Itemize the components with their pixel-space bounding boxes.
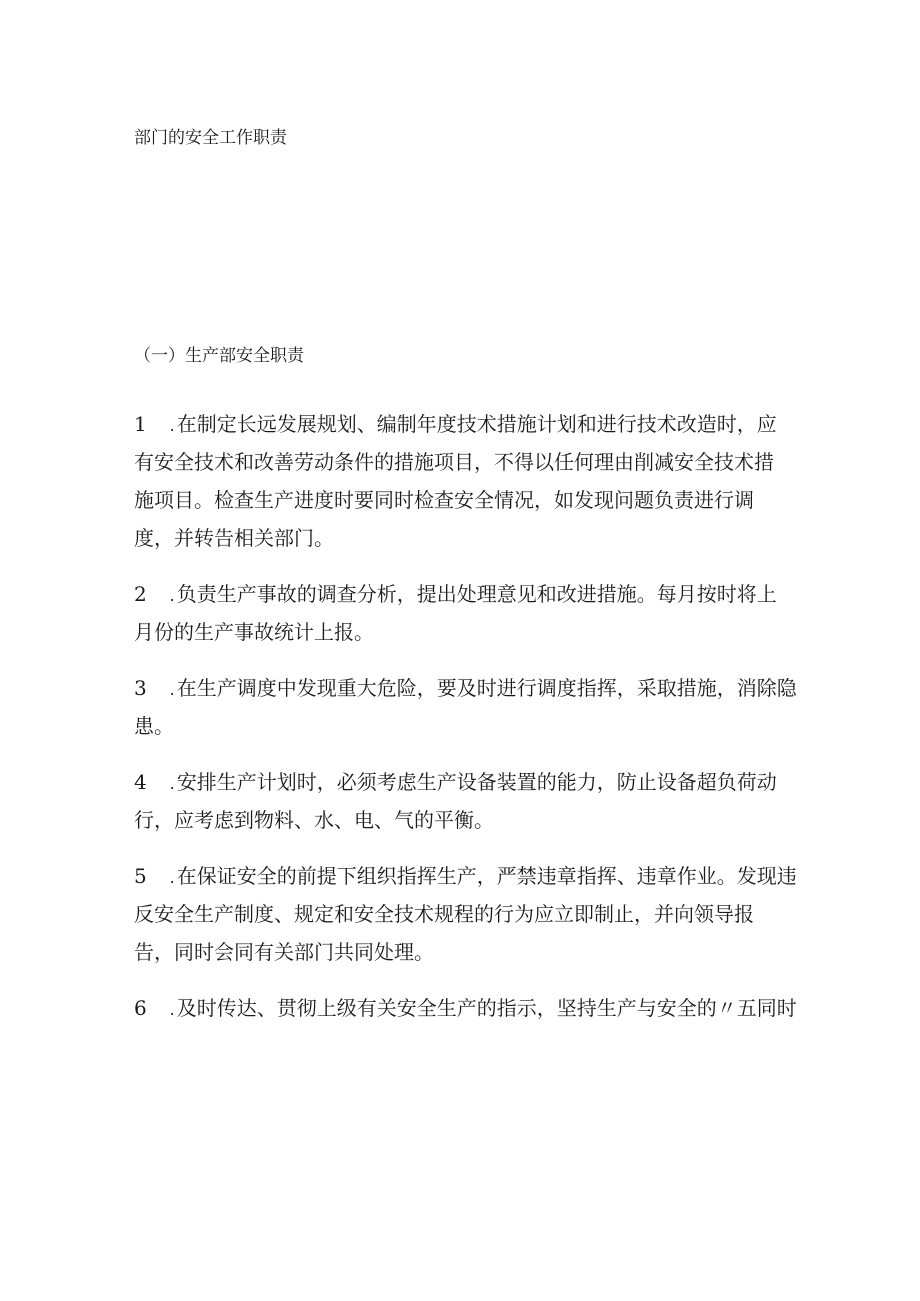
line-text: 患。 (134, 714, 174, 738)
paragraph-line (134, 519, 814, 557)
line-text: 有安全技术和改善劳动条件的措施项目，不得以任何理由削减安全技术措 (134, 450, 774, 474)
item-separator: . (169, 774, 175, 793)
line-text: 负责生产事故的调查分析，提出处理意见和改进措施。每月按时将上 (176, 582, 777, 606)
line-text: 在保证安全的前提下组织指挥生产，严禁违章指挥、违章作业。发现违 (176, 864, 797, 888)
paragraph-line (134, 707, 814, 745)
line-text: 施项目。检查生产进度时要同时检查安全情况，如发现问题负责进行调 (134, 488, 754, 512)
paragraph-line (134, 933, 814, 971)
item-separator: . (169, 416, 175, 435)
item-number: 5 (134, 864, 147, 888)
line-text: 行，应考虑到物料、水、电、气的平衡。 (134, 808, 494, 832)
paragraph-line (134, 613, 814, 651)
section-heading: （一）生产部安全职责 (134, 346, 304, 366)
paragraph-line (134, 989, 814, 1027)
line-text: 在制定长远发展规划、编制年度技术措施计划和进行技术改造时，应 (176, 412, 777, 436)
line-text: 告，同时会同有关部门共同处理。 (134, 940, 434, 964)
list-item (134, 405, 814, 557)
paragraph-line (134, 575, 814, 613)
list-item (134, 669, 814, 745)
item-separator: . (169, 868, 175, 887)
item-number: 2 (134, 582, 147, 606)
line-text: 反安全生产制度、规定和安全技术规程的行为应立即制止，并向领导报 (134, 902, 754, 926)
item-separator: . (169, 680, 175, 699)
item-number: 1 (134, 412, 147, 436)
list-item (134, 857, 814, 971)
item-number: 3 (134, 676, 147, 700)
paragraph-line (134, 895, 814, 933)
item-number: 4 (134, 770, 147, 794)
item-list (134, 405, 814, 1045)
paragraph-line (134, 669, 814, 707)
item-separator: . (169, 586, 175, 605)
paragraph-line (134, 405, 814, 443)
paragraph-line (134, 857, 814, 895)
paragraph-line (134, 481, 814, 519)
list-item (134, 763, 814, 839)
line-text: 及时传达、贯彻上级有关安全生产的指示，坚持生产与安全的〃五同时 (176, 996, 797, 1020)
paragraph-line (134, 801, 814, 839)
line-text: 安排生产计划时，必须考虑生产设备装置的能力，防止设备超负荷动 (176, 770, 777, 794)
paragraph-line (134, 763, 814, 801)
line-text: 在生产调度中发现重大危险，要及时进行调度指挥，采取措施，消除隐 (176, 676, 797, 700)
list-item (134, 989, 814, 1027)
list-item (134, 575, 814, 651)
document-title: 部门的安全工作职责 (134, 128, 287, 148)
item-separator: . (169, 1000, 175, 1019)
item-number: 6 (134, 996, 147, 1020)
paragraph-line (134, 443, 814, 481)
line-text: 度，并转告相关部门。 (134, 526, 334, 550)
line-text: 月份的生产事故统计上报。 (134, 620, 374, 644)
